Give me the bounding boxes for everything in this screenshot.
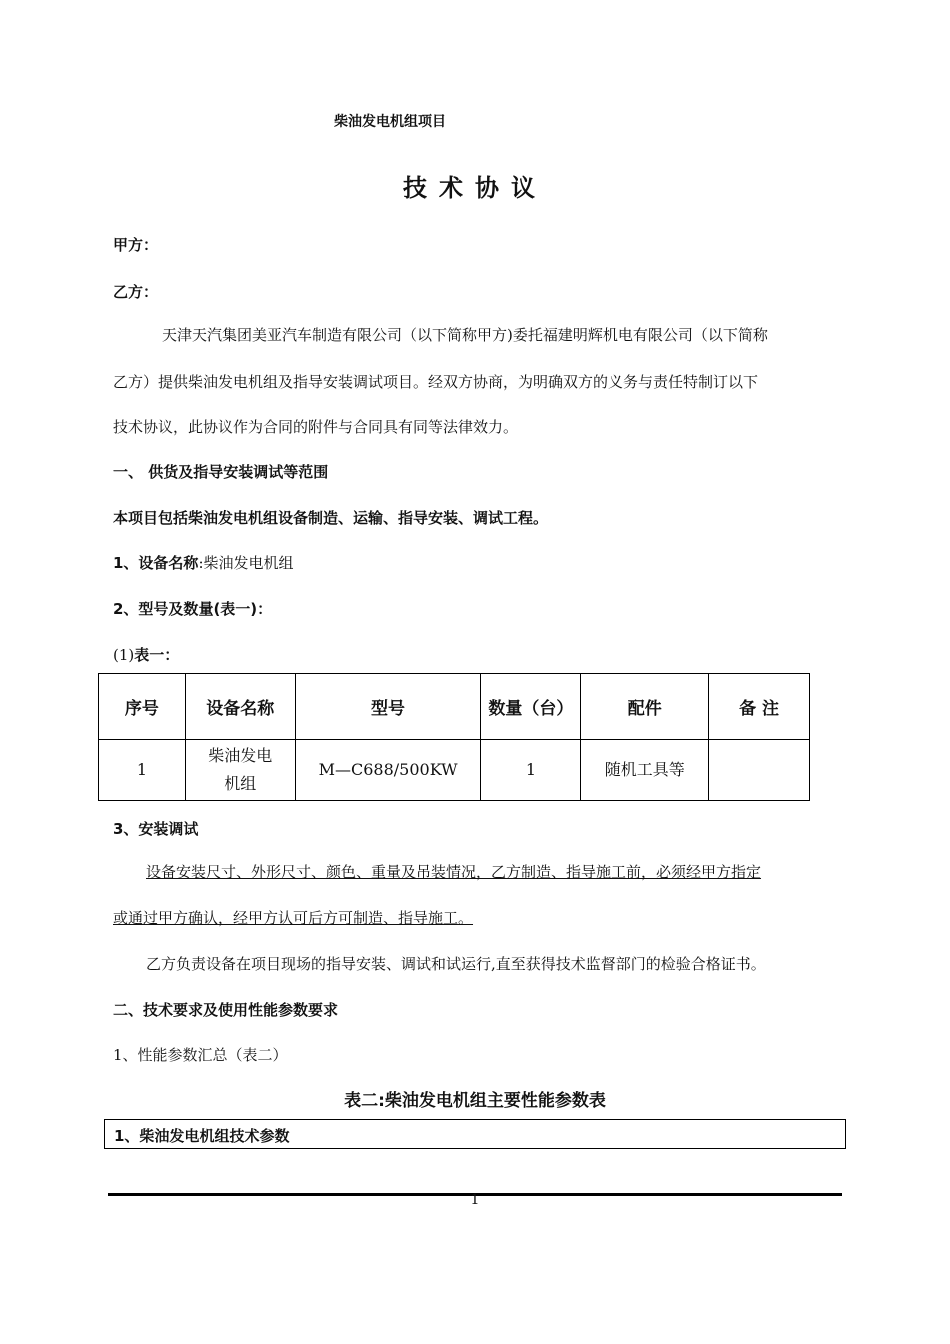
section-1-scope: 本项目包括柴油发电机组设备制造、运输、指导安装、调试工程。 <box>113 509 549 527</box>
cell-no: 1 <box>99 740 186 801</box>
table-1-prefix: (1) <box>113 646 135 664</box>
cell-name-line-2: 机组 <box>224 774 257 793</box>
table-2-row-1: 1、柴油发电机组技术参数 <box>114 1127 290 1145</box>
table-1-header-cell: 备 注 <box>709 674 810 740</box>
table-1-caption <box>113 644 179 665</box>
document-title: 技术协议 <box>403 174 547 202</box>
table-1-header-cell: 序号 <box>99 674 186 740</box>
table-1-header-cell: 数量（台） <box>481 674 581 740</box>
table-1-label: 表一： <box>134 646 180 664</box>
party-b-label: 乙方： <box>113 283 159 301</box>
page-number: 1 <box>470 1192 480 1208</box>
table-2-title: 表二:柴油发电机组主要性能参数表 <box>344 1091 606 1111</box>
install-para-line-1: 设备安装尺寸、外形尺寸、颜色、重量及吊装情况，乙方制造、指导施工前，必须经甲方指定 <box>146 863 762 881</box>
cell-name-line-1: 柴油发电 <box>208 746 273 765</box>
intro-line-1: 天津天汽集团美亚汽车制造有限公司（以下简称甲方)委托福建明辉机电有限公司（以下简称 <box>162 326 768 344</box>
cell-remark <box>709 740 810 801</box>
install-para-line-2: 或通过甲方确认，经甲方认可后方可制造、指导施工。 <box>113 909 474 927</box>
table-1 <box>98 673 810 801</box>
table-1-header-cell: 设备名称 <box>185 674 295 740</box>
cell-model: M—C688/500KW <box>295 740 481 801</box>
item-3-heading: 3、安装调试 <box>113 820 199 838</box>
party-a-label: 甲方： <box>113 236 159 254</box>
table-1-header-row <box>99 674 810 740</box>
table-row <box>99 740 810 801</box>
item-2-line: 2、型号及数量(表一)： <box>113 600 273 618</box>
item-1-value: :柴油发电机组 <box>198 554 294 572</box>
install-para-2: 乙方负责设备在项目现场的指导安装、调试和试运行,直至获得技术监督部门的检验合格证书。 <box>146 955 766 973</box>
table-1-header-cell: 配件 <box>581 674 709 740</box>
project-name: 柴油发电机组项目 <box>334 114 446 130</box>
table-2 <box>104 1119 846 1149</box>
cell-parts: 随机工具等 <box>581 740 709 801</box>
cell-name <box>185 740 295 801</box>
item-1-line <box>113 552 294 573</box>
intro-line-3: 技术协议，此协议作为合同的附件与合同具有同等法律效力。 <box>113 418 519 436</box>
intro-line-2: 乙方）提供柴油发电机组及指导安装调试项目。经双方协商，为明确双方的义务与责任特制订以下 <box>113 373 759 391</box>
table-1-header-cell: 型号 <box>295 674 481 740</box>
section-2-item-1: 1、性能参数汇总（表二） <box>113 1046 288 1064</box>
item-1-label: 1、设备名称 <box>113 554 199 572</box>
section-1-heading: 一、 供货及指导安装调试等范围 <box>113 463 329 481</box>
cell-qty: 1 <box>481 740 581 801</box>
section-2-heading: 二、技术要求及使用性能参数要求 <box>113 1001 339 1019</box>
